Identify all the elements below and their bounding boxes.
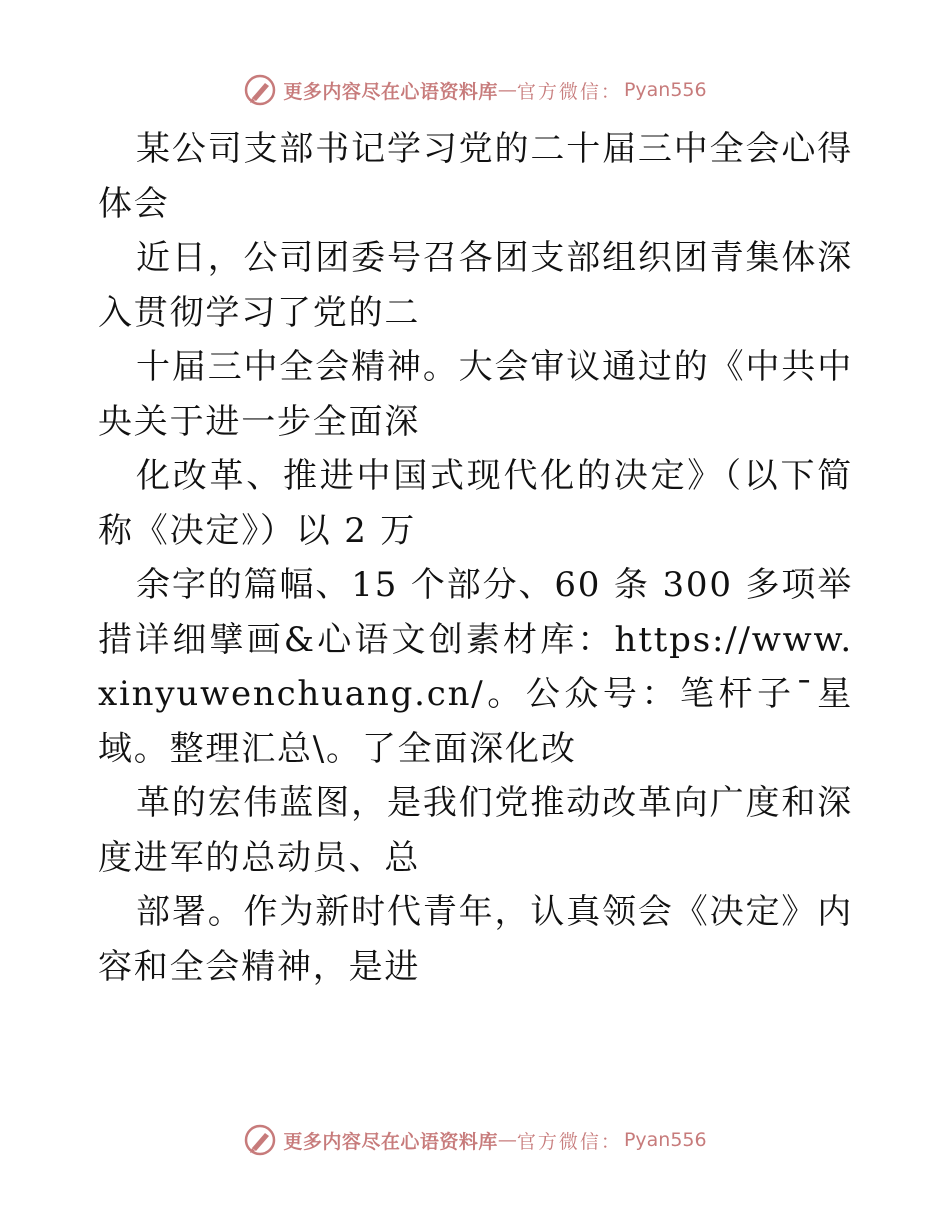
paragraph: 余字的篇幅、15 个部分、60 条 300 多项举措详细擘画&心语文创素材库：https://www.xinyuwenchuang.cn/。公众号：笔杆子¯星域。整理汇总\。了全面深化改 (98, 565, 853, 769)
paragraph: 部署。作为新时代青年，认真领会《决定》内容和全会精神，是进 (98, 892, 853, 987)
document-title: 某公司支部书记学习党的二十届三中全会心得体会 (98, 129, 853, 224)
header-promo-text: 更多内容尽在心语资料库 (283, 80, 498, 103)
footer-wechat-id: Pyan556 (623, 1129, 707, 1151)
pen-logo-icon (243, 73, 277, 107)
footer-official-label: 官方微信： (516, 1130, 622, 1153)
paragraph: 革的宏伟蓝图，是我们党推动改革向广度和深度进军的总动员、总 (98, 783, 853, 878)
footer-promo-text: 更多内容尽在心语资料库 (283, 1130, 498, 1153)
header-wechat-id: Pyan556 (623, 79, 707, 101)
footer-dash: — (497, 1129, 517, 1151)
header-banner (0, 72, 950, 108)
paragraph: 近日，公司团委号召各团支部组织团青集体深入贯彻学习了党的二 (98, 238, 853, 333)
pen-logo-icon (243, 1123, 277, 1157)
paragraph: 化改革、推进中国式现代化的决定》（以下简称《决定》）以 2 万 (98, 456, 853, 551)
footer-banner (0, 1122, 950, 1158)
header-official-label: 官方微信： (516, 80, 622, 103)
document-body (98, 122, 853, 994)
paragraph: 十届三中全会精神。大会审议通过的《中共中央关于进一步全面深 (98, 347, 853, 442)
header-dash: — (497, 79, 517, 101)
